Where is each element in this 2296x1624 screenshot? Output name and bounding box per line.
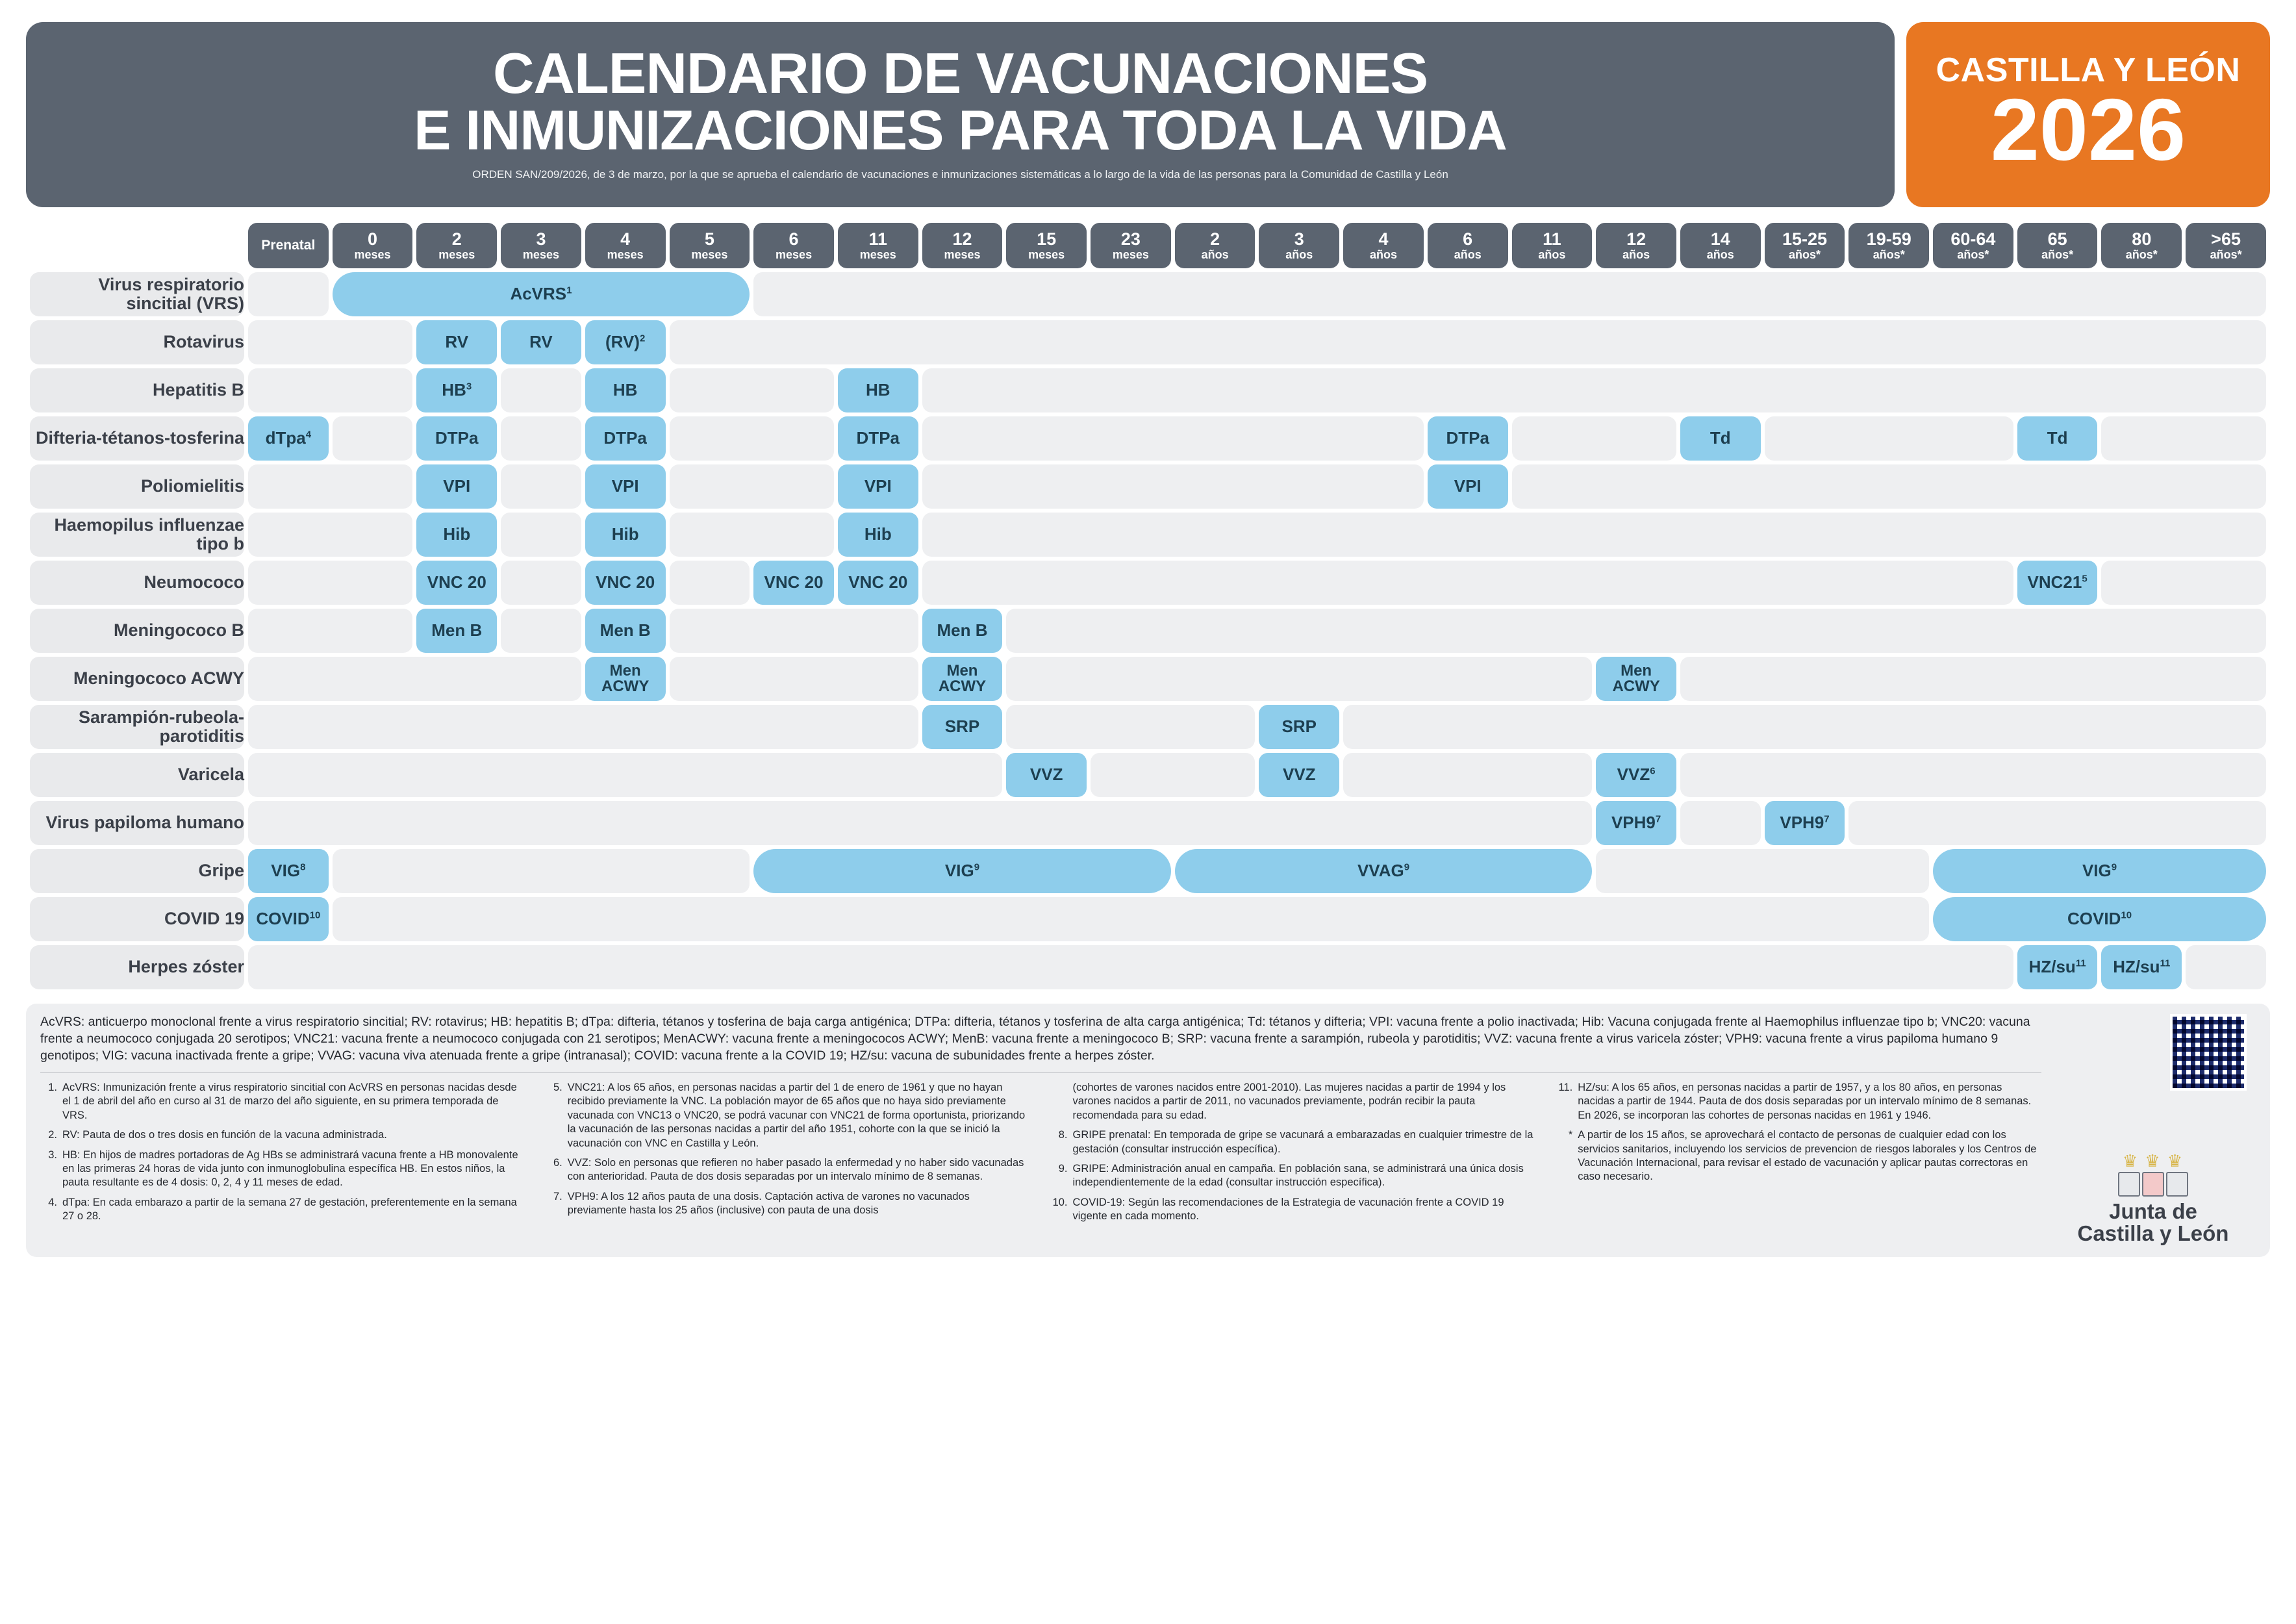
footnote-text: VPH9: A los 12 años pauta de una dosis. Captación activa de varones no vacunados previamente hasta los 25 años (inclusive) con pauta de una dosis <box>567 1190 970 1217</box>
column-header-2-años: 2 años <box>1175 223 1255 268</box>
schedule-cell-empty <box>670 561 750 605</box>
table-row <box>30 705 2266 749</box>
schedule-cell-empty <box>1343 753 1592 797</box>
column-header-19-59-años: 19-59 años* <box>1848 223 1929 268</box>
footnote-text: HZ/su: A los 65 años, en personas nacidas a partir de 1957, y a los 80 años, en personas nacidas a partir de 1944. Pauta de dos dosis separadas por un intervalo mínimo de 8 semanas. En 2026, se incorporan las cohortes de personas nacidas en 1961 y 1946. <box>1578 1081 2032 1121</box>
footnote-number: 8. <box>1058 1129 1068 1141</box>
shield-icon <box>2056 1172 2251 1197</box>
schedule-cell-dtpa: DTPa <box>585 416 666 461</box>
footnote-item <box>1051 1081 1537 1123</box>
footnote-number: 4. <box>48 1196 57 1208</box>
footnote-number: 7. <box>553 1190 562 1202</box>
footnote-item <box>546 1190 1031 1218</box>
schedule-cell-empty <box>248 945 2013 989</box>
schedule-cell-rv: RV <box>501 320 581 364</box>
row-label-difteria-t-tanos-tosferina: Difteria-tétanos-tosferina <box>30 416 244 461</box>
column-header-12-meses: 12 meses <box>922 223 1003 268</box>
schedule-cell-empty <box>1512 416 1676 461</box>
region-label: CASTILLA Y LEÓN <box>1936 51 2241 89</box>
table-header-row <box>30 223 2266 268</box>
schedule-cell-vnc21: $VNC21^5$ <box>2017 561 2098 605</box>
schedule-cell-empty <box>922 464 1424 509</box>
footnote-item <box>40 1148 526 1190</box>
schedule-cell-vig: VIG$^9$ <box>753 849 1171 893</box>
footnote-number: 6. <box>553 1156 562 1169</box>
legend-panel <box>26 1004 2270 1257</box>
junta-name-line1: Junta de <box>2109 1199 2197 1223</box>
schedule-cell-hib: Hib <box>416 513 497 557</box>
schedule-cell-empty <box>2101 416 2266 461</box>
table-row <box>30 368 2266 412</box>
schedule-cell-empty <box>333 897 1929 941</box>
schedule-cell-dtpa: DTPa <box>838 416 918 461</box>
schedule-cell-srp: SRP <box>922 705 1003 749</box>
schedule-cell-empty <box>1512 464 2266 509</box>
row-label-herpes-z-ster: Herpes zóster <box>30 945 244 989</box>
schedule-cell-empty <box>501 513 581 557</box>
schedule-cell-vpi: VPI <box>838 464 918 509</box>
column-header-4-meses: 4 meses <box>585 223 666 268</box>
schedule-cell-empty <box>1091 753 1255 797</box>
schedule-cell-dtpa: DTPa <box>416 416 497 461</box>
schedule-cell-empty <box>333 416 413 461</box>
column-header->65-años: >65 años* <box>2186 223 2266 268</box>
schedule-cell-vig: VIG$^8$ <box>248 849 329 893</box>
schedule-cell-vpi: VPI <box>416 464 497 509</box>
schedule-cell-vvz: VVZ <box>1259 753 1339 797</box>
abbreviations-text: AcVRS: anticuerpo monoclonal frente a virus respiratorio sincitial; RV: rotavirus; HB: hepatitis B; dTpa: difteria, tétanos y tosferina de baja carga antigénica; DTPa: difteria, tétanos y tosferina de alta carga antigénica; Td: tétanos y difteria; VPI: vacuna frente a polio inactivada; Hib: Vacuna conjugada frente al Haemophilus influenzae tipo b; VNC20: vacuna frente a neumococo conjugada 20 serotipos; VNC21: vacuna frente a neumococo conjugada con 21 serotipos; MenACWY: vacuna frente a meningococos ACWY; MenB: vacuna frente a meningococo B; SRP: vacuna frente a sarampión, rubeola y parotiditis; VVZ: vacuna frente a virus varicela zóster; VPH9: vacuna frente a virus papiloma humano 9 genotipos; VIG: vacuna inactivada frente a gripe; VVAG: vacuna viva atenuada frente a gripe (intranasal); COVID: vacuna frente a la COVID 19; HZ/su: vacuna de subunidades frente a herpes zóster. <box>40 1015 2030 1063</box>
footnote-text: VVZ: Solo en personas que refieren no haber pasado la enfermedad y no haber sido vacunadas con anterioridad. Pauta de dos dosis separadas por un intervalo mínimo de 8 semanas. <box>567 1156 1024 1183</box>
schedule-cell-empty <box>670 609 918 653</box>
column-header-prenatal: Prenatal <box>248 223 329 268</box>
schedule-cell-vnc-20: VNC 20 <box>838 561 918 605</box>
page-title-line1: CALENDARIO DE VACUNACIONES <box>492 40 1428 105</box>
schedule-cell-empty <box>501 368 581 412</box>
column-header-14-años: 14 años <box>1680 223 1761 268</box>
column-header-6-meses: 6 meses <box>753 223 834 268</box>
schedule-cell-dtpa: DTPa <box>1428 416 1508 461</box>
footnotes <box>40 1081 2256 1230</box>
schedule-cell-hz-su: $HZ/su^{11}$ <box>2101 945 2182 989</box>
row-label-virus-papiloma-humano: Virus papiloma humano <box>30 801 244 845</box>
schedule-cell-men-acwy: Men ACWY <box>1596 657 1676 701</box>
column-header-4-años: 4 años <box>1343 223 1424 268</box>
column-header-12-años: 12 años <box>1596 223 1676 268</box>
schedule-cell-empty <box>1680 753 2266 797</box>
column-header-15-25-años: 15-25 años* <box>1765 223 1845 268</box>
schedule-cell-empty <box>501 464 581 509</box>
table-row <box>30 513 2266 557</box>
schedule-cell-empty <box>1848 801 2266 845</box>
schedule-cell-empty <box>922 368 2266 412</box>
footnote-item <box>1556 1081 2041 1123</box>
footnotes-column-2 <box>546 1081 1031 1230</box>
schedule-cell-empty <box>501 416 581 461</box>
poster-header <box>26 22 2270 207</box>
schedule-cell-empty <box>1596 849 1929 893</box>
schedule-cell-hib: Hib <box>585 513 666 557</box>
header-region-block <box>1906 22 2270 207</box>
schedule-cell-empty <box>922 561 2013 605</box>
schedule-cell-td: Td <box>2017 416 2098 461</box>
junta-logo <box>2056 1152 2251 1245</box>
row-label-varicela: Varicela <box>30 753 244 797</box>
row-label-meningococo-acwy: Meningococo ACWY <box>30 657 244 701</box>
schedule-cell-empty <box>1006 705 1255 749</box>
schedule-table <box>26 219 2270 993</box>
schedule-cell-vph9: $VPH9^7$ <box>1596 801 1676 845</box>
vaccination-schedule-grid <box>26 219 2270 993</box>
footnote-number: 10. <box>1052 1196 1068 1208</box>
schedule-cell-empty <box>248 561 412 605</box>
schedule-cell-vnc-20: VNC 20 <box>585 561 666 605</box>
schedule-cell-hb: HB <box>838 368 918 412</box>
table-row <box>30 753 2266 797</box>
table-row <box>30 897 2266 941</box>
footnote-number: 3. <box>48 1148 57 1161</box>
schedule-cell-empty <box>1006 657 1592 701</box>
footnote-number: 11. <box>1558 1081 1573 1093</box>
schedule-cell-empty <box>248 801 1592 845</box>
column-header-2-meses: 2 meses <box>416 223 497 268</box>
schedule-cell-empty <box>670 368 834 412</box>
footnote-text: VNC21: A los 65 años, en personas nacidas a partir del 1 de enero de 1961 y que no hayan recibido previamente la VNC. La población mayor de 65 años que no haya sido previamente vacunada con VNC13 o VNC20, se podrá vacunar con VNC21 de forma oportunista, priorizando la vacunación de las personas nacidas a partir del año 1951, cohorte con la que se inició la vacunación con VNC en Castilla y León. <box>567 1081 1026 1149</box>
table-row <box>30 561 2266 605</box>
schedule-cell-men-acwy: Men ACWY <box>585 657 666 701</box>
schedule-cell-empty <box>1343 705 2266 749</box>
schedule-cell-empty <box>753 272 2266 316</box>
footnote-text: HB: En hijos de madres portadoras de Ag HBs se administrará vacuna frente a HB monovalente en las primeras 24 horas de vida junto con inmunoglobulina específica HB. En estos niños, la pauta resultante es de 4 dosis: 0, 2, 4 y 11 meses de edad. <box>62 1148 518 1189</box>
column-header-60-64-años: 60-64 años* <box>1933 223 2013 268</box>
schedule-cell-vpi: VPI <box>585 464 666 509</box>
column-header-5-meses: 5 meses <box>670 223 750 268</box>
schedule-cell-empty <box>248 464 412 509</box>
footnotes-column-1 <box>40 1081 526 1230</box>
row-label-sarampi-n-rubeola-parotiditis: Sarampión-rubeola-parotiditis <box>30 705 244 749</box>
column-header-15-meses: 15 meses <box>1006 223 1087 268</box>
schedule-cell-vnc-20: VNC 20 <box>753 561 834 605</box>
schedule-cell-empty <box>1680 801 1761 845</box>
row-label-meningococo-b: Meningococo B <box>30 609 244 653</box>
schedule-cell-rv: RV <box>416 320 497 364</box>
footnote-number: 1. <box>48 1081 57 1093</box>
table-row <box>30 464 2266 509</box>
table-row <box>30 416 2266 461</box>
schedule-cell-vvag: VVAG$^9$ <box>1175 849 1593 893</box>
schedule-cell-empty <box>248 368 412 412</box>
schedule-cell-vpi: VPI <box>1428 464 1508 509</box>
column-header-6-años: 6 años <box>1428 223 1508 268</box>
year-label: 2026 <box>1990 81 2186 179</box>
schedule-cell-empty <box>248 609 412 653</box>
header-title-block <box>26 22 1895 207</box>
footnotes-column-3 <box>1051 1081 1537 1230</box>
schedule-cell-empty <box>248 705 918 749</box>
column-header-11-años: 11 años <box>1512 223 1593 268</box>
footnote-number: 9. <box>1058 1162 1068 1174</box>
footnote-text: AcVRS: Inmunización frente a virus respiratorio sincitial con AcVRS en personas nacidas desde el 1 de abril del año en curso al 31 de marzo del año siguiente, en su primera temporada de VRS. <box>62 1081 517 1121</box>
footnote-item <box>40 1196 526 1224</box>
schedule-cell-empty <box>501 609 581 653</box>
footnote-number: * <box>1568 1129 1573 1141</box>
schedule-cell-men-b: Men B <box>922 609 1003 653</box>
schedule-cell-empty <box>1006 609 2266 653</box>
column-header-3-años: 3 años <box>1259 223 1339 268</box>
row-label-haemopilus-influenzae-tipo-b: Haemopilus influenzae tipo b <box>30 513 244 557</box>
schedule-cell-empty <box>2186 945 2266 989</box>
schedule-cell-men-b: Men B <box>416 609 497 653</box>
row-label-hepatitis-b: Hepatitis B <box>30 368 244 412</box>
column-header-65-años: 65 años* <box>2017 223 2098 268</box>
header-subtitle: ORDEN SAN/209/2026, de 3 de marzo, por la que se aprueba el calendario de vacunaciones e inmunizaciones sistemáticas a lo largo de la vida de las personas para la Comunidad de Castilla y León <box>472 168 1448 181</box>
row-label-poliomielitis: Poliomielitis <box>30 464 244 509</box>
footnote-item <box>546 1156 1031 1184</box>
footnote-text: dTpa: En cada embarazo a partir de la semana 27 de gestación, preferentemente en la semana 27 o 28. <box>62 1196 517 1223</box>
schedule-cell-men-acwy: Men ACWY <box>922 657 1003 701</box>
row-label-covid-19: COVID 19 <box>30 897 244 941</box>
schedule-cell-vig: VIG$^9$ <box>1933 849 2266 893</box>
footnote-item <box>1556 1128 2041 1184</box>
schedule-cell--rv-: (RV)$^2$ <box>585 320 666 364</box>
schedule-cell-hib: Hib <box>838 513 918 557</box>
table-row <box>30 272 2266 316</box>
junta-name-line2: Castilla y León <box>2077 1221 2229 1246</box>
footnote-item <box>1051 1128 1537 1156</box>
schedule-cell-hb: HB <box>585 368 666 412</box>
schedule-cell-empty <box>248 513 412 557</box>
schedule-cell-vph9: $VPH9^7$ <box>1765 801 1845 845</box>
footnote-text: COVID-19: Según las recomendaciones de la Estrategia de vacunación frente a COVID 19 vigente en cada momento. <box>1072 1196 1504 1223</box>
footnote-number: 5. <box>553 1081 562 1093</box>
column-header-0-meses: 0 meses <box>333 223 413 268</box>
footnote-number <box>1051 1081 1068 1123</box>
schedule-cell-empty <box>670 464 834 509</box>
footnote-item <box>1051 1162 1537 1190</box>
schedule-cell-empty <box>1680 657 2266 701</box>
footnote-item <box>1051 1196 1537 1224</box>
row-label-virus-respiratorio-sincitial-vrs: Virus respiratorio sincitial (VRS) <box>30 272 244 316</box>
schedule-cell-covid: COVID$^{10}$ <box>1933 897 2266 941</box>
schedule-cell-empty <box>248 657 581 701</box>
table-row <box>30 657 2266 701</box>
schedule-cell-hz-su: $HZ/su^{11}$ <box>2017 945 2098 989</box>
schedule-cell-vvz: VVZ <box>1006 753 1087 797</box>
schedule-cell-empty <box>248 320 412 364</box>
schedule-cell-empty <box>248 272 329 316</box>
schedule-cell-dtpa: dTpa$^4$ <box>248 416 329 461</box>
page-title-line2: E INMUNIZACIONES PARA TODA LA VIDA <box>414 99 1507 162</box>
schedule-cell-empty <box>922 513 2266 557</box>
footnote-text: (cohortes de varones nacidos entre 2001-2010). Las mujeres nacidas a partir de 1994 y los varones nacidos a partir de 2011, no vacunados previamente, podrán recibir la pauta recomendada para su edad. <box>1072 1081 1506 1121</box>
schedule-cell-acvrs: AcVRS$^1$ <box>333 272 750 316</box>
schedule-cell-empty <box>670 513 834 557</box>
schedule-cell-covid: COVID$^{10}$ <box>248 897 329 941</box>
row-label-rotavirus: Rotavirus <box>30 320 244 364</box>
footnote-text: RV: Pauta de dos o tres dosis en función de la vacuna administrada. <box>62 1129 387 1141</box>
crown-icon: ♛ ♛ ♛ <box>2122 1150 2184 1171</box>
schedule-cell-empty <box>1765 416 2013 461</box>
footnote-item <box>40 1128 526 1142</box>
table-row <box>30 945 2266 989</box>
schedule-cell-empty <box>248 753 1002 797</box>
schedule-cell-vnc-20: VNC 20 <box>416 561 497 605</box>
schedule-cell-vvz: VVZ$^6$ <box>1596 753 1676 797</box>
schedule-cell-empty <box>333 849 750 893</box>
footnotes-column-4 <box>1556 1081 2041 1230</box>
column-header-23-meses: 23 meses <box>1091 223 1171 268</box>
schedule-cell-empty <box>2101 561 2266 605</box>
table-row <box>30 320 2266 364</box>
footnote-item <box>40 1081 526 1123</box>
legend-divider <box>40 1072 2041 1073</box>
column-header-80-años: 80 años* <box>2101 223 2182 268</box>
schedule-cell-empty <box>922 416 1424 461</box>
schedule-cell-empty <box>670 320 2266 364</box>
footnote-number: 2. <box>48 1129 57 1141</box>
qr-code-icon[interactable] <box>2170 1014 2247 1091</box>
schedule-cell-empty <box>501 561 581 605</box>
footnote-text: GRIPE: Administración anual en campaña. En población sana, se administrará una única dosis independientemente de la edad (consultar instrucción específica). <box>1072 1162 1524 1189</box>
schedule-cell-empty <box>670 657 918 701</box>
schedule-cell-hb: $HB^3$ <box>416 368 497 412</box>
row-label-gripe: Gripe <box>30 849 244 893</box>
column-header-11-meses: 11 meses <box>838 223 918 268</box>
footnote-text: GRIPE prenatal: En temporada de gripe se vacunará a embarazadas en cualquier trimestre de la gestación (consultar instrucción específica). <box>1072 1129 1533 1155</box>
schedule-cell-men-b: Men B <box>585 609 666 653</box>
table-row <box>30 801 2266 845</box>
schedule-cell-empty <box>670 416 834 461</box>
row-label-neumococo: Neumococo <box>30 561 244 605</box>
table-row <box>30 609 2266 653</box>
table-row <box>30 849 2266 893</box>
schedule-cell-srp: SRP <box>1259 705 1339 749</box>
schedule-cell-td: Td <box>1680 416 1761 461</box>
footnote-text: A partir de los 15 años, se aprovechará el contacto de personas de cualquier edad con los servicios sanitarios, incluyendo los servicios de prevencion de riesgos laborales y los Centros de Vacunación Internacional, para revisar el estado de vacunación y aplicar pautas correctoras en caso necesario. <box>1578 1129 2037 1183</box>
footnote-item <box>546 1081 1031 1150</box>
column-header-3-meses: 3 meses <box>501 223 581 268</box>
